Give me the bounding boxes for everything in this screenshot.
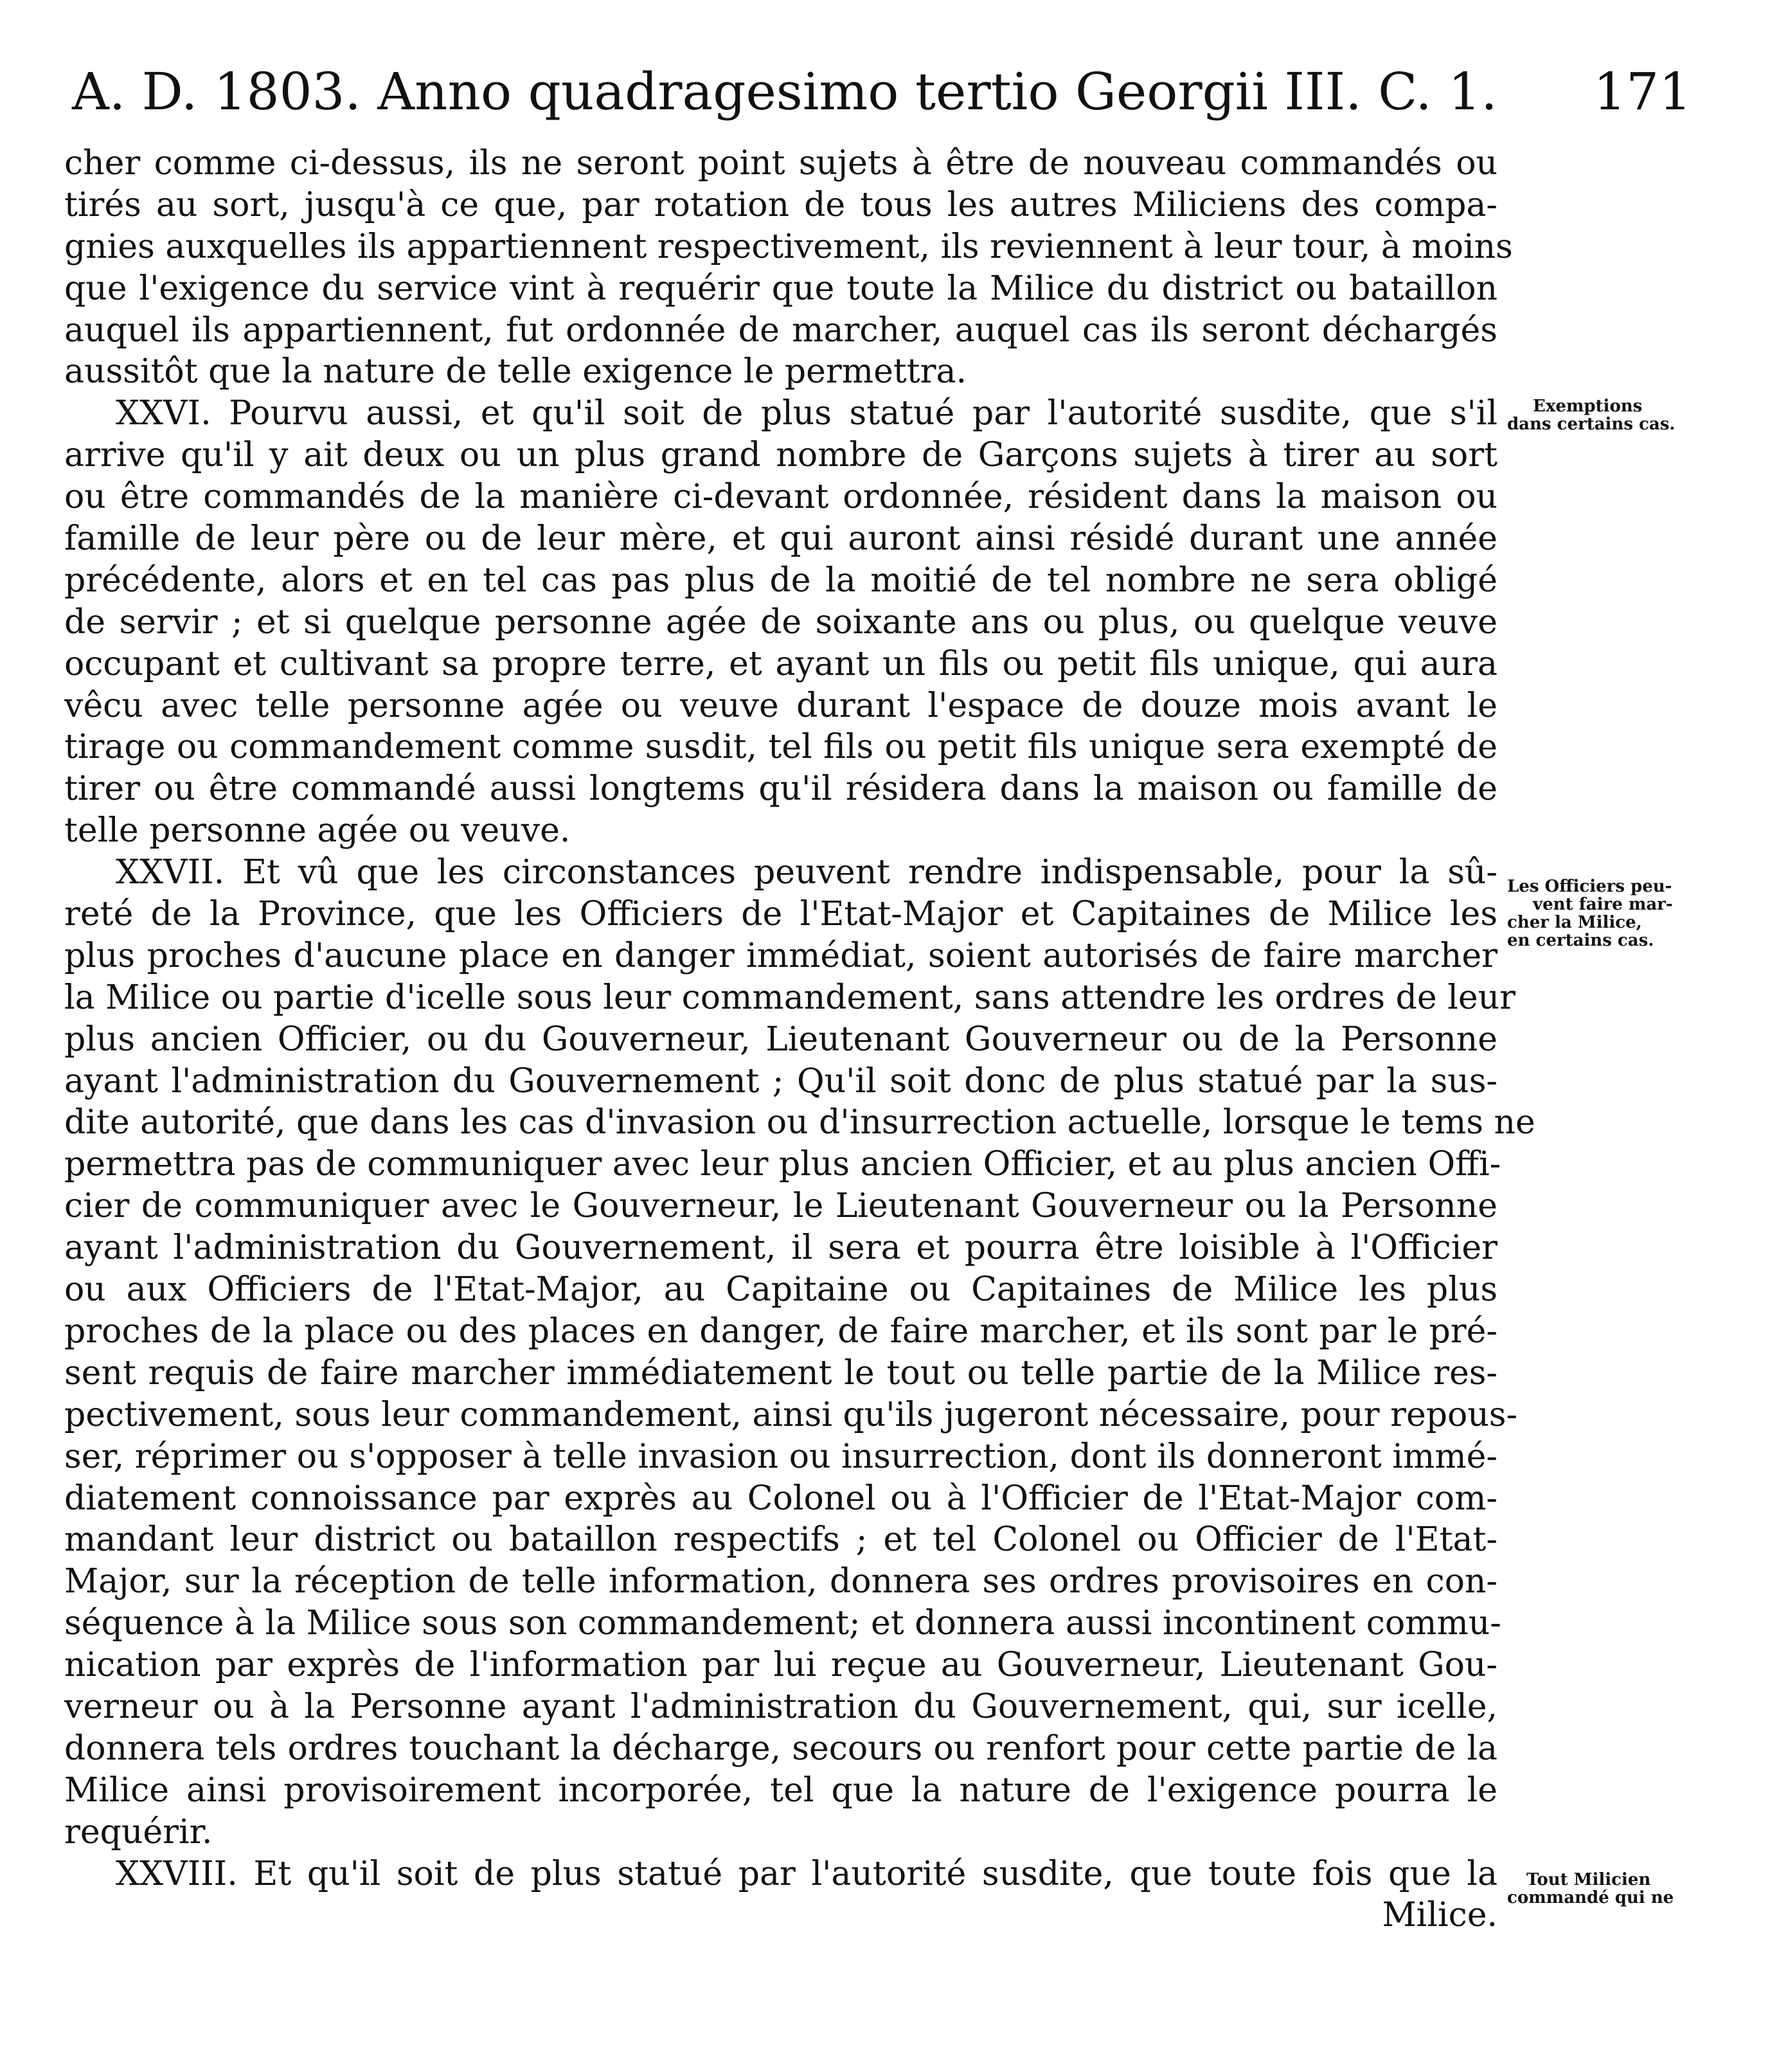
- text-line: dite autorité, que dans les cas d'invasion ou d'insurrection actuelle, lorsque le tems ne: [64, 1103, 1535, 1142]
- running-header: [72, 57, 1692, 127]
- text-line: Milice ainsi provisoirement incorporée, tel que la nature de l'exigence pourra le: [64, 1770, 1497, 1810]
- text-line: pectivement, sous leur commandement, ainsi qu'ils jugeront nécessaire, pour repous-: [64, 1395, 1518, 1434]
- paragraph-xxvii: [64, 852, 1535, 1853]
- text-line: de servir ; et si quelque personne agée de soixante ans ou plus, ou quelque veuve: [64, 602, 1497, 642]
- text-line: tirés au sort, jusqu'à ce que, par rotation de tous les autres Miliciens des compa-: [64, 185, 1497, 224]
- text-line: plus ancien Officier, ou du Gouverneur, Lieutenant Gouverneur ou de la Personne: [64, 1020, 1497, 1059]
- text-line: tirer ou être commandé aussi longtems qu'il résidera dans la maison ou famille de: [64, 770, 1497, 809]
- text-line: que l'exigence du service vint à requérir que toute la Milice du district ou bataillon: [64, 269, 1497, 308]
- paragraph-xxviii: [64, 1853, 1497, 1895]
- catchword-text: Milice.: [1382, 1896, 1497, 1935]
- text-line: donnera tels ordres touchant la décharge, secours ou renfort pour cette partie de la: [64, 1729, 1497, 1768]
- text-line: proches de la place ou des places en danger, de faire marcher, et ils sont par le pré-: [64, 1311, 1497, 1351]
- text-line: Major, sur la réception de telle information, donnera ses ordres provisoires en con-: [64, 1562, 1497, 1601]
- text-line: vêcu avec telle personne agée ou veuve durant l'espace de douze mois avant le: [64, 686, 1497, 725]
- text-line: reté de la Province, que les Officiers de l'Etat-Major et Capitaines de Milice les: [64, 895, 1497, 934]
- text-line: auquel ils appartiennent, fut ordonnée de marcher, auquel cas ils seront déchargés: [64, 311, 1497, 350]
- text-line: nication par exprès de l'information par lui reçue au Gouverneur, Lieutenant Gou-: [64, 1646, 1497, 1685]
- text-line: sent requis de faire marcher immédiatement le tout ou telle partie de la Milice res-: [64, 1353, 1497, 1392]
- margin-note-line: dans certains cas.: [1507, 415, 1676, 434]
- page-number: 171: [1593, 62, 1692, 122]
- margin-note-line: commandé qui ne: [1507, 1888, 1674, 1907]
- text-line: XXVIII. Et qu'il soit de plus statué par l'autorité susdite, que toute fois que la: [116, 1854, 1497, 1893]
- text-line: ou être commandés de la manière ci-devant ordonnée, résident dans la maison ou: [64, 478, 1497, 517]
- margin-note-line: Les Officiers peu-: [1507, 877, 1672, 896]
- margin-note-exemptions: [1507, 397, 1700, 433]
- text-line: cier de communiquer avec le Gouverneur, le Lieutenant Gouverneur ou la Personne: [64, 1187, 1497, 1226]
- catchword: [64, 1895, 1497, 1936]
- margin-note-line: Exemptions: [1533, 397, 1643, 416]
- text-line: ayant l'administration du Gouvernement ; Qu'il soit donc de plus statué par la sus-: [64, 1061, 1497, 1101]
- header-title: A. D. 1803. Anno quadragesimo tertio Georgii III. C. 1.: [72, 62, 1497, 122]
- margin-note-line: vent faire mar-: [1533, 895, 1673, 914]
- text-line: précédente, alors et en tel cas pas plus de la moitié de tel nombre ne sera obligé: [64, 561, 1497, 600]
- text-line: verneur ou à la Personne ayant l'administration du Gouvernement, qui, sur icelle,: [64, 1687, 1497, 1726]
- text-line: occupant et cultivant sa propre terre, et ayant un fils ou petit fils unique, qui aura: [64, 644, 1497, 683]
- text-line: XXVII. Et vû que les circonstances peuvent rendre indispensable, pour la sû-: [116, 853, 1497, 892]
- text-line: plus proches d'aucune place en danger immédiat, soient autorisés de faire marcher: [64, 936, 1497, 975]
- text-line: famille de leur père ou de leur mère, et qui auront ainsi résidé durant une année: [64, 519, 1497, 559]
- text-line: ayant l'administration du Gouvernement, il sera et pourra être loisible à l'Officier: [64, 1229, 1497, 1268]
- text-line: ou aux Officiers de l'Etat-Major, au Capitaine ou Capitaines de Milice les plus: [64, 1270, 1497, 1310]
- text-line: la Milice ou partie d'icelle sous leur commandement, sans attendre les ordres de leur: [64, 978, 1515, 1017]
- margin-note-line: en certains cas.: [1507, 931, 1654, 950]
- text-line: ser, réprimer ou s'opposer à telle invasion ou insurrection, dont ils donneront immé-: [64, 1437, 1497, 1476]
- text-line: mandant leur district ou bataillon respectifs ; et tel Colonel ou Officier de l'Etat-: [64, 1520, 1497, 1560]
- paragraph-continuation: [64, 143, 1513, 393]
- margin-note-line: Tout Milicien: [1526, 1870, 1651, 1889]
- margin-note-officers: [1507, 878, 1700, 950]
- text-line: gnies auxquelles ils appartiennent respectivement, ils reviennent à leur tour, à moins: [64, 227, 1513, 266]
- text-line: arrive qu'il y ait deux ou un plus grand nombre de Garçons sujets à tirer au sort: [64, 436, 1497, 475]
- text-line: cher comme ci-dessus, ils ne seront point sujets à être de nouveau commandés ou: [64, 144, 1497, 183]
- text-line: XXVI. Pourvu aussi, et qu'il soit de plus statué par l'autorité susdite, que s'il: [116, 394, 1497, 433]
- body-text: [64, 143, 1535, 1936]
- margin-note-milicien: [1507, 1871, 1700, 1907]
- paragraph-xxvi: [64, 393, 1497, 852]
- text-line: permettra pas de communiquer avec leur plus ancien Officier, et au plus ancien Offi-: [64, 1145, 1501, 1184]
- text-line: requérir.: [64, 1812, 213, 1851]
- text-line: telle personne agée ou veuve.: [64, 811, 571, 851]
- text-line: tirage ou commandement comme susdit, tel fils ou petit fils unique sera exempté de: [64, 728, 1497, 767]
- text-line: aussitôt que la nature de telle exigence le permettra.: [64, 352, 967, 392]
- margin-note-line: cher la Milice,: [1507, 913, 1642, 932]
- text-line: séquence à la Milice sous son commandement; et donnera aussi incontinent commu-: [64, 1604, 1501, 1643]
- text-line: diatement connoissance par exprès au Colonel ou à l'Officier de l'Etat-Major com-: [64, 1479, 1497, 1518]
